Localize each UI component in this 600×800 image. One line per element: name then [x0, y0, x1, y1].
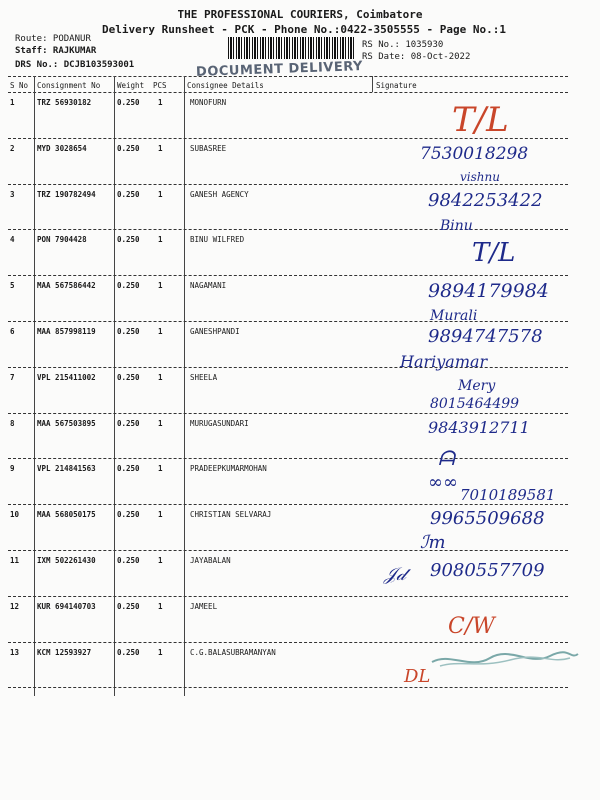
handwritten-mark: T/L [472, 238, 516, 268]
handwritten-mark: C/W [448, 614, 495, 639]
row-sno: 12 [10, 601, 20, 611]
row-weight: 0.250 [117, 556, 140, 565]
row-consignee: JAYABALAN [190, 556, 231, 565]
row-divider [8, 229, 568, 230]
handwritten-name: Mery [458, 378, 496, 394]
row-consignee: MONOFURN [190, 98, 227, 107]
row-consignment-no: MYD 3028654 [37, 143, 87, 153]
handwritten-name: Binu [440, 218, 473, 234]
row-consignment-no: MAA 568050175 [37, 510, 96, 520]
col-header-pcs: PCS [153, 81, 167, 90]
handwritten-name: Murali [430, 308, 478, 324]
barcode [228, 37, 356, 59]
row-sno: 6 [10, 327, 15, 336]
row-weight: 0.250 [117, 510, 140, 520]
signature-scribble: 𝒥𝒹 [384, 564, 406, 585]
column-divider [114, 76, 115, 696]
row-consignee: MURUGASUNDARI [190, 418, 249, 428]
handwritten-phone: 9894179984 [428, 280, 549, 302]
signature-scribble: ∞∞ [428, 472, 458, 493]
staff-label: Staff: RAJKUMAR [15, 46, 97, 56]
row-pcs: 1 [158, 601, 163, 611]
row-consignee: C.G.BALASUBRAMANYAN [190, 647, 276, 657]
row-consignee: SHEELA [190, 372, 218, 382]
row-weight: 0.250 [117, 601, 140, 611]
row-sno: 4 [10, 235, 15, 245]
row-sno: 9 [10, 464, 15, 474]
row-pcs: 1 [158, 647, 163, 657]
document-delivery-stamp: DOCUMENT DELIVERY [195, 59, 364, 80]
row-consignment-no: VPL 215411002 [37, 372, 96, 382]
row-sno: 8 [10, 418, 15, 428]
row-weight: 0.250 [117, 98, 140, 107]
row-sno: 10 [10, 510, 20, 520]
row-pcs: 1 [158, 464, 163, 474]
row-pcs: 1 [158, 235, 163, 245]
row-consignment-no: MAA 567586442 [37, 281, 96, 291]
signature-scribble [430, 646, 580, 676]
col-header-sno: S No [10, 81, 29, 90]
col-header-consignment: Consignment No [37, 81, 101, 90]
row-sno: 1 [10, 98, 15, 107]
row-weight: 0.250 [117, 647, 140, 657]
handwritten-phone: 9843912711 [428, 418, 530, 437]
row-pcs: 1 [158, 98, 163, 107]
column-divider [372, 76, 373, 92]
col-header-signature: Signature [376, 81, 417, 90]
row-consignment-no: KCM 12593927 [37, 647, 92, 657]
row-weight: 0.250 [117, 372, 140, 382]
row-pcs: 1 [158, 510, 163, 520]
row-weight: 0.250 [117, 235, 140, 245]
row-consignment-no: MAA 857998119 [37, 327, 96, 336]
row-pcs: 1 [158, 143, 163, 153]
row-sno: 11 [10, 556, 20, 565]
handwritten-name: Hariyamar [400, 352, 488, 371]
row-consignment-no: IXM 502261430 [37, 556, 96, 565]
row-consignee: BINU WILFRED [190, 235, 245, 245]
row-consignment-no: KUR 694140703 [37, 601, 96, 611]
row-weight: 0.250 [117, 418, 140, 428]
row-divider [8, 413, 568, 414]
row-weight: 0.250 [117, 189, 140, 199]
row-divider [8, 687, 568, 688]
company-title: THE PROFESSIONAL COURIERS, Coimbatore [177, 8, 423, 21]
signature-scribble: ℐm [420, 532, 446, 553]
row-weight: 0.250 [117, 464, 140, 474]
column-divider [184, 76, 185, 696]
drs-number: DRS No.: DCJB103593001 [15, 60, 135, 70]
row-sno: 5 [10, 281, 15, 291]
row-weight: 0.250 [117, 281, 140, 291]
row-pcs: 1 [158, 372, 163, 382]
signature-scribble: ᗩ [438, 446, 455, 470]
handwritten-phone: 9894747578 [428, 326, 543, 347]
handwritten-phone: 7530018298 [420, 144, 529, 164]
row-consignment-no: MAA 567503895 [37, 418, 96, 428]
row-consignee: SUBASREE [190, 143, 227, 153]
row-consignee: CHRISTIAN SELVARAJ [190, 510, 272, 520]
runsheet-subtitle: Delivery Runsheet - PCK - Phone No.:0422-3505555 - Page No.:1 [102, 23, 506, 36]
row-divider [8, 458, 568, 459]
handwritten-phone: 8015464499 [430, 396, 520, 412]
row-consignment-no: TRZ 56930182 [37, 98, 92, 107]
row-sno: 3 [10, 189, 15, 199]
handwritten-phone: 9965509688 [430, 508, 545, 529]
row-consignee: NAGAMANI [190, 281, 227, 291]
row-consignment-no: PON 7904428 [37, 235, 87, 245]
row-consignee: GANESHPANDI [190, 327, 240, 336]
row-pcs: 1 [158, 281, 163, 291]
row-pcs: 1 [158, 556, 163, 565]
row-consignee: GANESH AGENCY [190, 189, 249, 199]
row-sno: 13 [10, 647, 20, 657]
handwritten-mark: T/L [452, 100, 509, 140]
row-sno: 7 [10, 372, 15, 382]
handwritten-phone: 9080557709 [430, 560, 545, 581]
row-weight: 0.250 [117, 143, 140, 153]
col-header-details: Consignee Details [187, 81, 264, 90]
row-sno: 2 [10, 143, 15, 153]
col-header-weight: Weight [117, 81, 145, 90]
handwritten-phone: 9842253422 [428, 190, 543, 211]
row-divider [8, 275, 568, 276]
handwritten-phone: 7010189581 [460, 486, 556, 504]
row-divider [8, 504, 568, 505]
column-divider [34, 76, 35, 696]
row-consignee: PRADEEPKUMARMOHAN [190, 464, 267, 474]
row-pcs: 1 [158, 189, 163, 199]
row-consignee: JAMEEL [190, 601, 218, 611]
rs-date: RS Date: 08-Oct-2022 [362, 52, 471, 62]
rs-number: RS No.: 1035930 [362, 40, 444, 50]
row-divider [8, 321, 568, 322]
row-divider [8, 596, 568, 597]
row-weight: 0.250 [117, 327, 140, 336]
row-pcs: 1 [158, 418, 163, 428]
route-label: Route: PODANUR [15, 34, 91, 44]
row-consignment-no: TRZ 190782494 [37, 189, 96, 199]
header-bottom-rule [8, 92, 568, 93]
handwritten-mark: DL [404, 666, 431, 687]
row-pcs: 1 [158, 327, 163, 336]
row-consignment-no: VPL 214841563 [37, 464, 96, 474]
row-divider [8, 550, 568, 551]
row-divider [8, 642, 568, 643]
header-top-rule [8, 76, 568, 77]
handwritten-name: vishnu [460, 170, 500, 184]
